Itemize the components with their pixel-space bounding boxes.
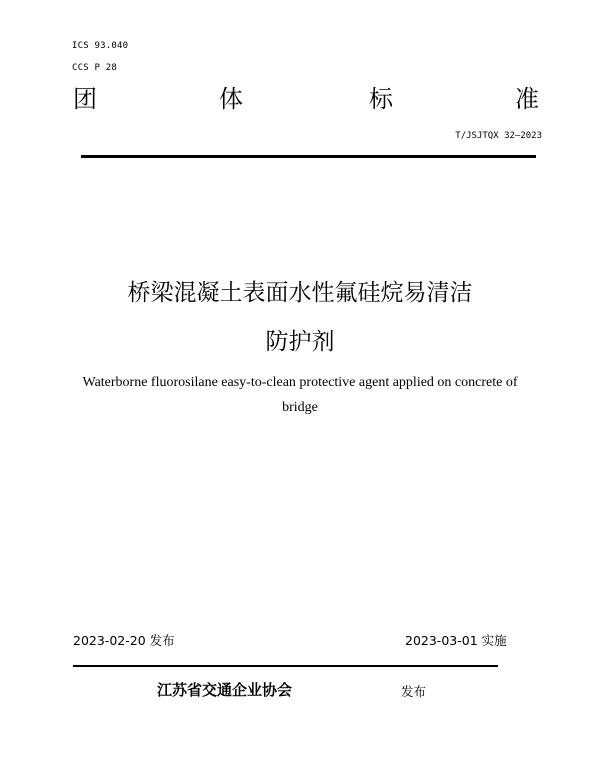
title-chinese-line-1: 桥梁混凝土表面水性氟硅烷易清洁 xyxy=(127,280,473,306)
ics-code: ICS 93.040 xyxy=(72,41,129,51)
title-english-line-2: bridge xyxy=(282,400,318,415)
title-chinese-line-2: 防护剂 xyxy=(265,329,335,355)
standard-type-char-1: 团 xyxy=(73,85,97,113)
implementation-date: 2023-03-01 实施 xyxy=(405,633,507,648)
publish-label: 发布 xyxy=(401,684,427,699)
publisher-name: 江苏省交通企业协会 xyxy=(157,681,293,699)
standard-type-char-4: 准 xyxy=(515,85,539,113)
standard-type-char-2: 体 xyxy=(219,85,243,113)
footer-divider xyxy=(73,665,498,667)
issue-date: 2023-02-20 发布 xyxy=(73,633,175,648)
title-english-line-1: Waterborne fluorosilane easy-to-clean protective agent applied on concrete of xyxy=(82,375,518,390)
standard-type-char-3: 标 xyxy=(369,85,393,113)
header-divider xyxy=(81,155,536,158)
standard-number: T/JSJTQX 32—2023 xyxy=(455,131,542,141)
ccs-code: CCS P 28 xyxy=(72,63,117,73)
